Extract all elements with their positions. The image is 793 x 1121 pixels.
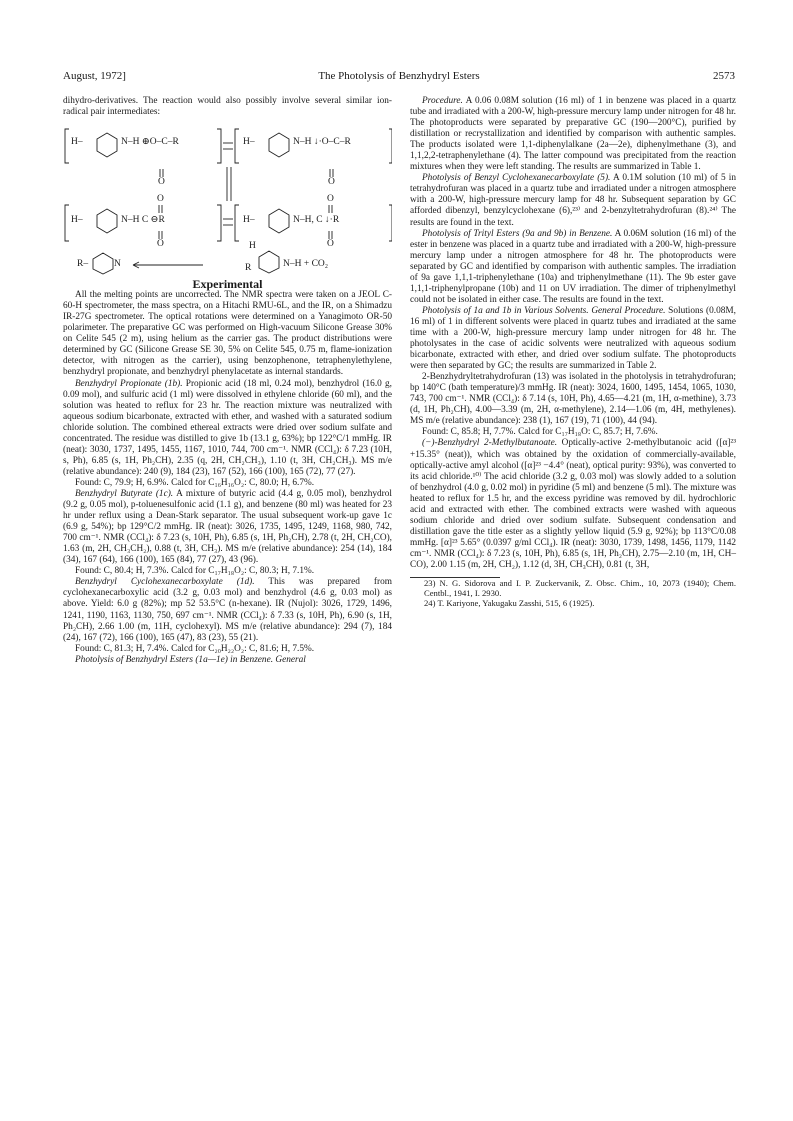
r2-right-text: N–H, C ↓·R	[293, 215, 340, 226]
header-title: The Photolysis of Benzhydryl Esters	[318, 70, 480, 82]
r2-right-o-bottom: O	[327, 239, 334, 250]
r3-h: H	[249, 241, 256, 252]
left-column	[63, 96, 392, 666]
right-column	[410, 96, 736, 608]
paragraph-solvents: Solutions (0.08M, 16 ml) of 1 in different solvents were placed in quartz tubes and irradiated at the same time with a 200-W, high-pressure mercury lamp under nitrogen for 48 hr. The photolysates in the case of acidic solvents were neutralized with aqueous sodium bicarbonate, extracted with ether, and dried over sodium sulfate. The photoproducts were then separated by GC; the results are summarized in Table 2.	[410, 305, 736, 372]
r1-left-h: H–	[71, 137, 83, 148]
r3-r: R	[245, 263, 252, 274]
r1-right-o: O	[328, 177, 335, 188]
paragraph-1b: Propionic acid (18 ml, 0.24 mol), benzhydrol (16.0 g, 0.09 mol), and sulfuric acid (1 ml) were dissolved in ethylene chloride (60 ml), and the solution was heated to reflux for 23 hr. The reaction mixture was neutralized with aqueous sodium bicarbonate, extracted with ether, and washed with a saturated sodium chloride solution. The combined ethereal extracts were dried over sodium sulfate and concentrated. The residue was distilled to give 1b (13.1 g, 63%); bp 122°C/1 mmHg. IR (neat): 3030, 1737, 1495, 1455, 1167, 1010, 744, 700 cm⁻¹. NMR (CCl₄): δ 7.23 (10H, s, Ph), 6.85 (s, 1H, Ph₂CH), 2.35 (q, 2H, CH₂CH₃), 1.10 (t, 3H, CH₂CH₃). MS m/e (relative abundance): 240 (9), 184 (23), 167 (52), 166 (100), 165 (72), 77 (27).	[63, 378, 392, 477]
paragraph-title-procedure: Procedure.	[422, 96, 463, 106]
r2-left-o-bottom: O	[157, 239, 164, 250]
reference-24: 24) T. Kariyone, Yakugaku Zasshi, 515, 6 (1925).	[424, 598, 595, 609]
paragraph-thf: 2-Benzhydryltetrahydrofuran (13) was isolated in the photolysis in tetrahydrofuran; bp 140°C (bath temperature)/3 mmHg. IR (neat): 3024, 1600, 1495, 1454, 1065, 1030, 743, 700 cm⁻¹. NMR (CCl₄): δ 7.14 (s, 10H, Ph), 4.65—4.21 (m, 1H, α-methine), 3.73 (d, 1H, Ph₂CH), 4.00—3.39 (m, 2H, α-methylene), 2.14—1.06 (m, 4H, methylenes). MS m/e (relative abundance): 238 (1), 167 (19), 71 (100), 44 (94).	[410, 372, 736, 427]
r1-right-h: H–	[243, 137, 255, 148]
running-header	[63, 70, 735, 86]
paragraph-1c: A mixture of butyric acid (4.4 g, 0.05 mol), benzhydrol (9.2 g, 0.05 mol), p-toluenesulfonic acid (1.1 g), and benzene (80 ml) was heated for 23 hr under reflux using a Dean-Stark separator. The usual subsequent work-up gave 1c (6.9 g, 54%); bp 129°C/2 mmHg. IR (neat): 3026, 1735, 1495, 1249, 1168, 980, 742, 700 cm⁻¹. NMR (CCl₄): δ 7.23 (s, 10H, Ph), 6.85 (s, 1H, Ph₂CH), 2.78 (t, 2H, CH₂CO), 1.63 (m, 2H, CH₃CH₂), 0.88 (t, 3H, CH₃). MS m/e (relative abundance): 254 (14), 184 (34), 167 (64), 166 (100), 165 (84), 77 (27), 43 (96).	[63, 488, 393, 566]
r3-pyridine-r: R–	[77, 259, 89, 270]
paragraph-title-1d: Benzhydryl Cyclohexanecarboxylate (1d).	[75, 577, 255, 588]
r3-product-text: N–H + CO₂	[283, 259, 329, 270]
r1-left-o: O	[158, 177, 165, 188]
reference-23: 23) N. G. Sidorova and I. P. Zuckervanik, Z. Obsc. Chim., 10, 2073 (1940); Chem. Centbl., 1941, I. 2930.	[424, 578, 736, 599]
section-heading-experimental: Experimental	[192, 277, 263, 292]
paragraph-title-photolysis: Photolysis of Benzhydryl Esters (1a—1e) in Benzene. General	[75, 654, 306, 665]
header-page-number: 2573	[713, 70, 735, 82]
paragraph-title-1b: Benzhydryl Propionate (1b).	[75, 378, 183, 389]
r3-pyridine-n: N	[114, 259, 121, 270]
paragraph-procedure: A 0.06 0.08M solution (16 ml) of 1 in benzene was placed in a quartz tube and irradiated with a 200-W, high-pressure mercury lamp under nitrogen for 48 hr. The photoproducts were separated by preparative GC (190—200°C), purified by distillation or recrystallization and identified by comparison with authentic samples. The products isolated were 1,1-diphenylalkane (2a—2e), diphenylmethane (3), and 1,1,2,2-tetraphenylethane (4). The latter compound was precipitated from the reaction mixtures when they were left standing. The results are summarized in Table 1.	[410, 96, 736, 173]
r2-right-o-top: O	[327, 194, 334, 205]
paragraph-methylbutanoate: Optically-active 2-methylbutanoic acid ([α]²³ +15.35° (neat)), which was obtained by the oxidation of commercially-available, optically-active amyl alcohol ([α]²³ −4.4° (neat), optical purity: 93%), was converted to its acid chloride.¹⁰⁾ The acid chloride (3.2 g, 0.03 mol) was slowly added to a solution of benzhydrol (4.0 g, 0.02 mol) in pyridine (5 ml) and benzene (5 ml). The mixture was heated to reflux for 1.5 hr, and the excess pyridine was removed by dil. hydrochloric acid and extracted with ether. The combined extracts were washed with aqueous sodium chloride and dried over sodium sulfate. Subsequent condensation and distillation gave the title ester as a slightly yellow liquid (5.9 g, 92%); bp 113°C/0.08 mmHg. [α]²³ 5.65° (0.0397 g/ml CCl₄). IR (neat): 3030, 1739, 1498, 1456, 1179, 1142 cm⁻¹. NMR (CCl₄): δ 7.23 (s, 10H, Ph), 6.85 (s, 1H, Ph₂CH), 2.75—2.10 (m, 1H, CH–CO), 2.00 1.15 (m, 2H, CH₂), 1.12 (d, 3H, CH₃CH), 0.81 (t, 3H,	[410, 438, 737, 570]
r2-right-h: H–	[243, 215, 255, 226]
found-13: Found: C, 85.8; H, 7.7%. Calcd for C₁₇H₁₈O: C, 85.7; H, 7.6%.	[422, 427, 658, 438]
r2-left-o-top: O	[157, 194, 164, 205]
paragraph-general: All the melting points are uncorrected. The NMR spectra were taken on a JEOL C-60-H spectrometer, the mass spectra, on a Hitachi RMU-6L, and the IR, on a Shimadzu IR-27G spectrometer. The optical rotations were determined on a Yanagimoto OR-50 polarimeter. The preparative GC was performed on High-vacuum Silicone Grease 30% on Celite 545 (2 m), using helium as the carrier gas. The product distributions were determined by GC (Silicone Grease SE 30, 5% on Celite 545, 0.75 m, flame-ionization detector, with nitrogen as the carrier), using benzophenone, tetraphenylethylene, benzhydryl propionate, and benzhydryl phenylacetate as internal standards.	[63, 290, 392, 378]
paragraph-title-1c: Benzhydryl Butyrate (1c).	[75, 488, 174, 499]
r1-left-text: N–H ⊕O–C–R	[121, 137, 179, 148]
r2-left-h: H–	[71, 215, 83, 226]
paragraph-trityl: A 0.06M solution (16 ml) of the ester in benzene was placed in a quartz tube and irradiated with a 200-W, high-pressure mercury lamp under a nitrogen atmosphere for 48 hr. The photoproducts were separated by GC and identified by comparison with authentic samples. The irradiation of 9a gave 1,1,1-triphenylethane (10a) and triphenylmethane (11). The 9b ester gave 1,1,1-triphenylpropane (10b) and 11 on UV irradiation. The dimer of triphenylmethyl could not be isolated in either case. The results are found in the text.	[410, 228, 737, 305]
reaction-scheme	[63, 119, 392, 275]
paragraph-title-trityl: Photolysis of Trityl Esters (9a and 9b) in Benzene.	[422, 228, 613, 239]
paragraph-benzyl: A 0.1M solution (10 ml) of 5 in tetrahydrofuran was placed in a quartz tube and irradiated under a nitrogen atmosphere with a 200-W, high-pressure mercury lamp for 48 hr. Subsequent separation by GC afforded dibenzyl, benzylcyclohexane (6),²³⁾ and 2-benzyltetrahydrofuran (8).²⁴⁾ The results are found in the text.	[410, 173, 737, 228]
paragraph-title-benzyl: Photolysis of Benzyl Cyclohexanecarboxylate (5).	[422, 173, 611, 184]
r1-right-text: N–H ↓·O–C–R	[293, 137, 351, 148]
found-1b: Found: C, 79.9; H, 6.9%. Calcd for C₁₆H₁₆O₂: C, 80.0; H, 6.7%.	[75, 477, 315, 488]
paragraph-title-solvents: Photolysis of 1a and 1b in Various Solvents. General Procedure.	[422, 305, 666, 316]
found-1d: Found: C, 81.3; H, 7.4%. Calcd for C₂₀H₂₂O₂: C, 81.6; H, 7.5%.	[75, 643, 315, 654]
paragraph-1d: This was prepared from cyclohexanecarboxylic acid (3.2 g, 0.03 mol) and benzhydrol (4.6 g, 0.03 mol) as above. Yield: 6.0 g (82%); mp 52 53.5°C (n-hexane). IR (Nujol): 3026, 1729, 1496, 1241, 1190, 1163, 1130, 750, 697 cm⁻¹. NMR (CCl₄): δ 7.33 (s, 10H, Ph), 6.90 (s, 1H, Ph₂CH), 2.66 1.00 (m, 11H, cyclohexyl). MS m/e (relative abundance): 294 (7), 184 (24), 167 (72), 166 (100), 165 (47), 83 (23), 55 (21).	[63, 577, 392, 643]
intro-paragraph: dihydro-derivatives. The reaction would also possibly involve several similar ion-radical pair intermediates:	[63, 96, 392, 118]
header-date: August, 1972]	[63, 70, 126, 82]
found-1c: Found: C, 80.4; H, 7.3%. Calcd for C₁₇H₁₈O₂: C, 80.3; H, 7.1%.	[75, 566, 315, 577]
paragraph-title-methylbutanoate: (−)-Benzhydryl 2-Methylbutanoate.	[422, 438, 558, 449]
r2-left-text: N–H C ⊖R	[121, 215, 165, 226]
